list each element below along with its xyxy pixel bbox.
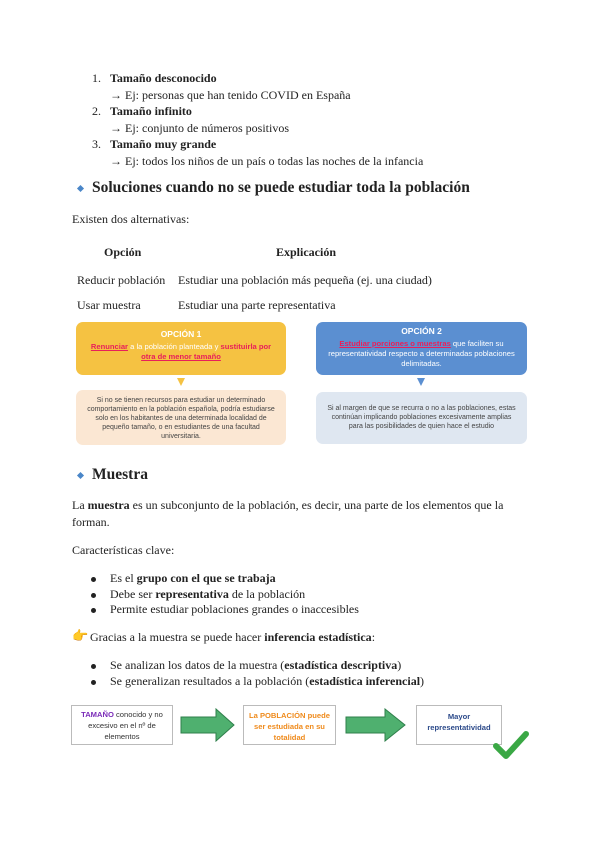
table-cell: Estudiar una parte representativa	[178, 298, 336, 312]
text: es un subconjunto de la población, es decir, una parte de los elementos que la	[129, 498, 504, 512]
table-cell: Usar muestra	[77, 298, 141, 312]
paragraph	[72, 498, 503, 513]
paragraph: Características clave:	[72, 543, 175, 557]
list-item: Se analizan los datos de la muestra (estadística descriptiva)	[110, 658, 402, 672]
diamond-bullet-icon	[77, 472, 84, 479]
list-item-example: → Ej: todos los niños de un país o todas las noches de la infancia	[110, 154, 424, 168]
bullet-icon	[91, 608, 96, 613]
bullet-icon	[91, 680, 96, 685]
text: La	[72, 498, 88, 512]
list-item-title: Tamaño desconocido	[110, 71, 217, 85]
table-cell: Reducir población	[77, 273, 166, 287]
list-number: 2.	[92, 104, 101, 118]
option-title: OPCIÓN 2	[401, 326, 442, 336]
list-number: 3.	[92, 137, 101, 151]
table-header: Explicación	[276, 245, 337, 259]
flow-box-2: La POBLACIÓN puede ser estudiada en su totalidad	[243, 705, 336, 745]
table-header: Opción	[104, 245, 142, 259]
text-bold: muestra	[87, 498, 130, 512]
option-text: otra de menor tamaño	[141, 352, 221, 361]
arrow-right-icon	[345, 708, 407, 742]
paragraph: forman.	[72, 515, 110, 529]
paragraph: Gracias a la muestra se puede hacer inferencia estadística:	[90, 630, 376, 644]
option-title: OPCIÓN 1	[160, 329, 202, 339]
arrow-down-icon	[417, 378, 425, 386]
diamond-bullet-icon	[77, 185, 84, 192]
list-number: 1.	[92, 71, 101, 85]
section-heading: Muestra	[92, 466, 148, 483]
bullet-icon	[91, 664, 96, 669]
checkmark-icon	[492, 730, 530, 760]
option-text: Renunciar	[90, 342, 129, 351]
arrow-right-icon	[180, 708, 236, 742]
table-cell: Estudiar una población más pequeña (ej. una ciudad)	[178, 273, 432, 287]
flow-box-3: Mayor representatividad	[416, 705, 502, 745]
flow-box-1	[71, 705, 173, 745]
section-heading: Soluciones cuando no se puede estudiar toda la población	[92, 179, 470, 196]
pointing-hand-icon: 👉	[72, 628, 89, 643]
list-item: Se generalizan resultados a la población (estadística inferencial)	[110, 674, 425, 688]
option-2-detail: Si al margen de que se recurra o no a las poblaciones, estas continúan implicando poblaciones excesivamente amplias para las posibilidades de quien hace el estudio	[316, 392, 527, 444]
list-item-title: Tamaño muy grande	[110, 137, 217, 151]
list-item: Permite estudiar poblaciones grandes o inaccesibles	[110, 602, 359, 616]
list-item-title: Tamaño infinito	[110, 104, 192, 118]
list-item: Es el grupo con el que se trabaja	[110, 571, 276, 585]
option-text: a la población planteada y	[128, 342, 221, 351]
flow-text: conocido y no excesivo en el nº de elementos	[88, 710, 163, 741]
list-item-example: → Ej: conjunto de números positivos	[110, 121, 289, 135]
list-item-example: → Ej: personas que han tenido COVID en España	[110, 88, 351, 102]
bullet-icon	[91, 577, 96, 582]
list-item: Debe ser representativa de la población	[110, 587, 306, 601]
option-2-card	[316, 322, 527, 375]
paragraph: Existen dos alternativas:	[72, 212, 190, 226]
option-1-card	[76, 322, 286, 375]
option-text: sustituirla por	[220, 342, 272, 351]
bullet-icon	[91, 593, 96, 598]
option-1-detail: Si no se tienen recursos para estudiar un determinado comportamiento en la población española, podría estudiarse solo en los habitantes de una determinada localidad de pequeño tamaño, o en estudiantes de una facultad universitaria.	[76, 390, 286, 445]
option-text: que faciliten su representatividad respecto a determinadas poblaciones delimitadas.	[328, 339, 515, 368]
option-text: Estudiar porciones o muestras	[339, 339, 451, 348]
flow-text: TAMAÑO	[81, 710, 114, 719]
arrow-down-icon	[177, 378, 185, 386]
